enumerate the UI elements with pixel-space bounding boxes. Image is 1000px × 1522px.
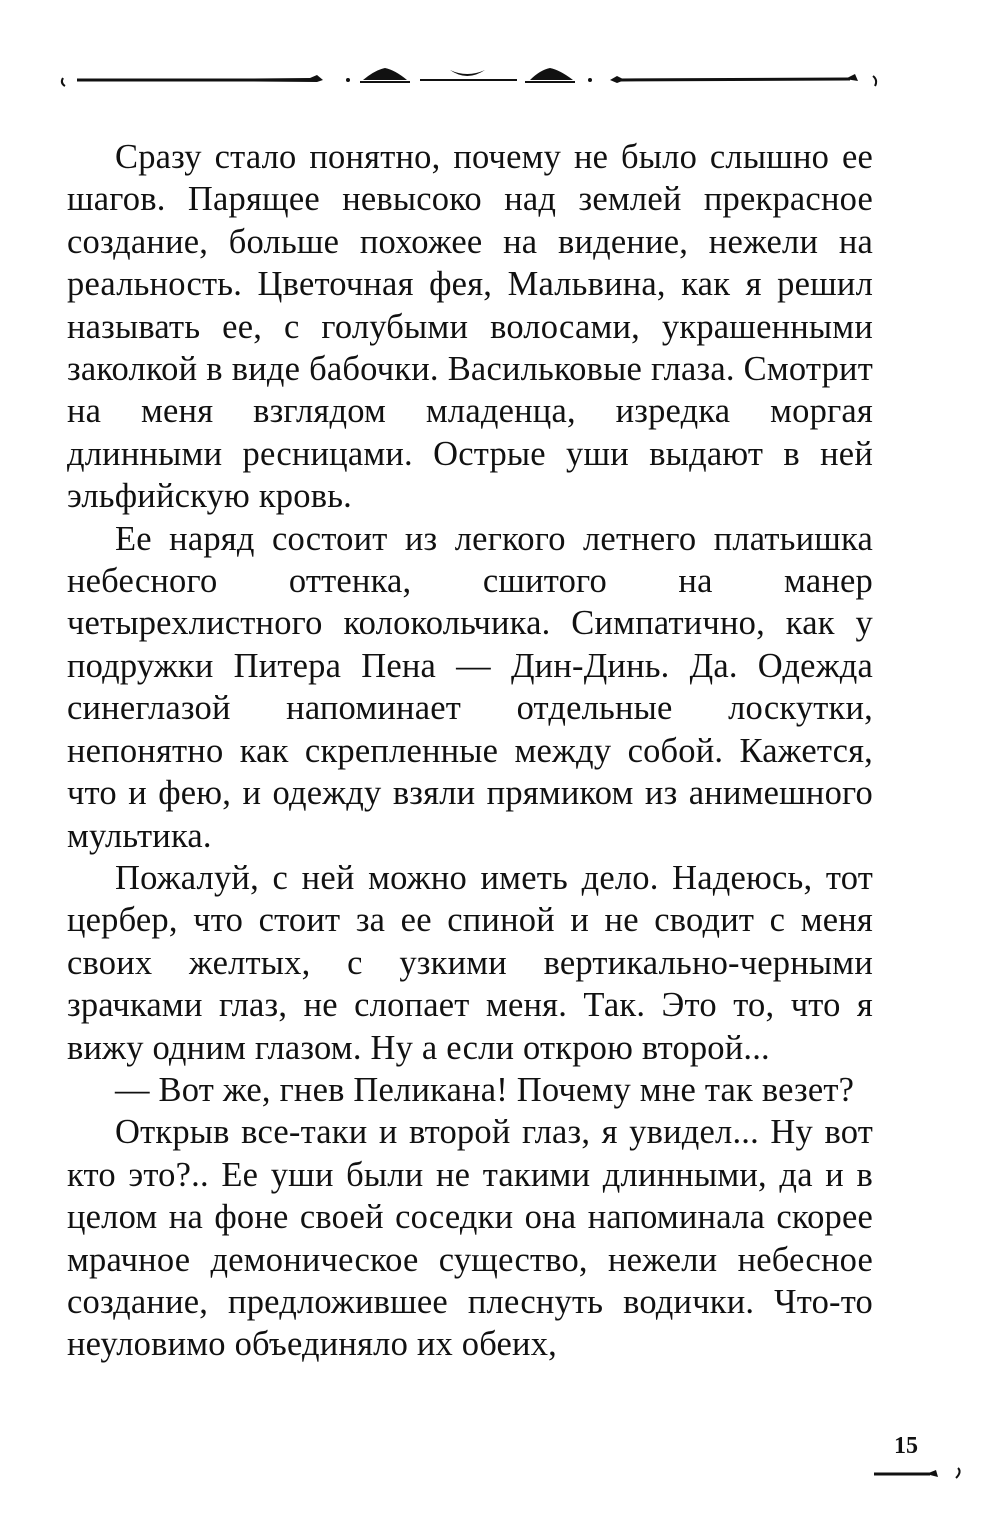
page-number: 15 xyxy=(894,1433,918,1459)
paragraph-1: Сразу стало понятно, почему не было слышно ее шагов. Парящее невысоко над землей прекрасное создание, больше похожее на видение, нежели на реальность. Цветочная фея, Мальвина, как я решил называть ее, с голубыми волосами, украшенными заколкой в виде бабочки. Васильковые глаза. Смотрит на меня взглядом младенца, изредка моргая длинными ресницами. Острые уши выдают в ней эльфийскую кровь. xyxy=(67,138,873,516)
page-text xyxy=(67,136,873,1366)
paragraph-2: Ее наряд состоит из легкого летнего платьишка небесного оттенка, сшитого на манер четырехлистного колокольчика. Симпатично, как у подружки Питера Пена — Дин-Динь. Да. Одежда синеглазой напоминает отдельные лоскутки, непонятно как скрепленные между собой. Кажется, что и фею, и одежду взяли прямиком из анимешного мультика. xyxy=(67,519,873,855)
footer-ornament xyxy=(872,1462,972,1484)
paragraph-5: Открыв все-таки и второй глаз, я увидел... Ну вот кто это?.. Ее уши были не такими длинными, да и в целом на фоне своей соседки она напоминала скорее мрачное демоническое существо, нежели небесное создание, предложившее плеснуть водички. Что-то неуловимо объединяло их обеих, xyxy=(67,1113,873,1364)
paragraph-4: — Вот же, гнев Пеликана! Почему мне так везет? xyxy=(115,1070,855,1109)
header-ornament xyxy=(55,58,885,98)
paragraph-3: Пожалуй, с ней можно иметь дело. Надеюсь, тот цербер, что стоит за ее спиной и не сводит с меня своих желтых, с узкими вертикально-черными зрачками глаз, не слопает меня. Так. Это то, что я вижу одним глазом. Ну а если открою второй... xyxy=(67,858,873,1067)
